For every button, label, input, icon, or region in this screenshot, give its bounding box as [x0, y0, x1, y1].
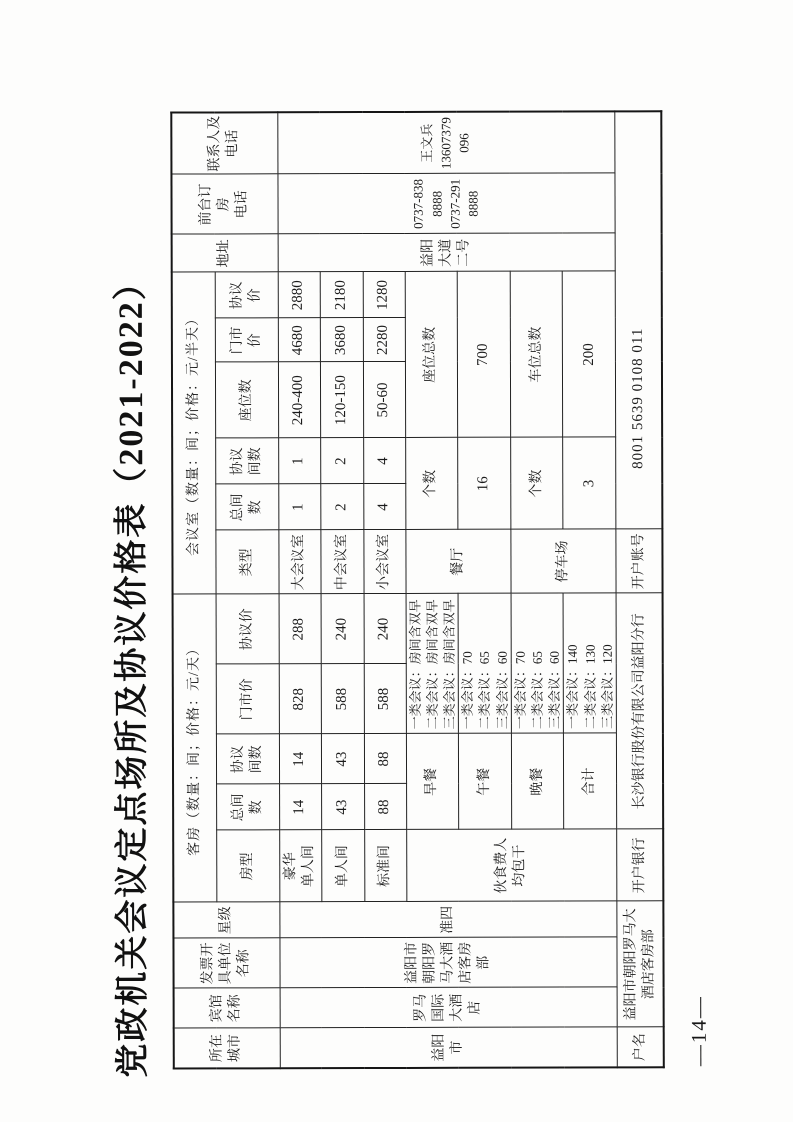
cell-room-agreement-1: 14: [279, 734, 321, 784]
header-guest-agreement-price: 协议价: [216, 594, 279, 664]
table-footer-row: [615, 111, 665, 1067]
cell-parking-type: 停车场: [511, 529, 616, 593]
cell-star-rating: 准四: [279, 901, 616, 938]
cell-room-agreement-price-3: 240: [364, 594, 406, 664]
cell-meal-note: 伙食费人 均包干: [406, 829, 617, 902]
cell-meeting-type-3: 小会议室: [363, 530, 405, 594]
cell-meeting-agreement-price-1: 2880: [278, 272, 320, 318]
cell-meeting-total-2: 2: [320, 484, 363, 530]
cell-room-list-price-2: 588: [321, 664, 364, 734]
header-front-desk-phone: 前台订房 电话: [171, 174, 277, 234]
cell-account-number-label: 开户账号: [616, 529, 663, 593]
cell-restaurant-count-label: 个数: [405, 438, 458, 530]
cell-parking-count-label: 个数: [511, 438, 564, 530]
cell-parking-capacity-label: 车位总数: [510, 272, 563, 438]
cell-meeting-list-price-2: 3680: [320, 318, 363, 362]
cell-room-type-1: 豪华 单人间: [279, 830, 321, 902]
header-group-row: [171, 112, 217, 1068]
cell-parking-count: 3: [563, 437, 616, 529]
cell-meal-prices-total: 一类会议：140 二类会议：130 三类会议：120: [563, 593, 616, 733]
header-guest-total-rooms: 总间数: [216, 784, 279, 830]
cell-meeting-type-1: 大会议室: [278, 530, 320, 594]
cell-room-agreement-price-1: 288: [279, 594, 321, 664]
cell-address: 益阳大道二号: [278, 233, 616, 272]
cell-meeting-seats-3: 50-60: [363, 362, 405, 438]
header-contact-phone: 联系人及 电话: [171, 112, 277, 174]
cell-meeting-total-1: 1: [278, 484, 320, 530]
cell-meeting-agreement-1: 1: [278, 438, 320, 484]
cell-room-total-2: 43: [321, 784, 364, 830]
cell-account-name: 益阳市朝阳罗马大酒店客房部: [617, 901, 664, 1027]
cell-meeting-agreement-2: 2: [320, 438, 363, 484]
cell-account-number: 8001 5639 0108 011: [615, 111, 663, 529]
cell-room-type-3: 标准间: [364, 830, 406, 902]
venue-price-table: [170, 110, 665, 1069]
cell-room-agreement-price-2: 240: [321, 594, 364, 664]
header-room-type: 房型: [216, 830, 279, 902]
cell-meeting-agreement-price-2: 2180: [320, 272, 363, 318]
cell-meal-label-total: 合计: [564, 733, 617, 829]
header-invoice-unit: 发票开 具单位 名称: [173, 938, 279, 988]
cell-parking-capacity: 200: [563, 271, 616, 437]
cell-meeting-list-price-1: 4680: [278, 318, 320, 362]
cell-room-total-3: 88: [364, 784, 406, 830]
document-title: 党政机关会议定点场所及协议价格表（2021-2022）: [112, 264, 152, 1078]
header-meeting-agreement-price: 协议价: [215, 272, 278, 318]
header-address: 地址: [172, 234, 278, 272]
header-guest-list-price: 门市价: [216, 664, 279, 734]
cell-room-agreement-3: 88: [364, 734, 406, 784]
header-hotel-name: 宾馆 名称: [174, 988, 280, 1028]
header-star-rating: 星级: [173, 902, 279, 938]
cell-meal-label-breakfast: 早餐: [406, 734, 459, 830]
header-guest-agreement-rooms: 协议 间数: [216, 734, 279, 784]
cell-meeting-agreement-3: 4: [363, 438, 405, 484]
cell-room-type-2: 单人间: [321, 830, 364, 902]
header-guestroom-group: 客房（数量：间；价格：元/天）: [173, 594, 217, 902]
header-meeting-agreement: 协议 间数: [215, 438, 278, 484]
cell-bank-label: 开户银行: [617, 829, 664, 901]
cell-meal-prices-dinner: 一类会议：70 二类会议：65 三类会议：60: [511, 594, 564, 734]
cell-account-name-label: 户名: [617, 1027, 664, 1067]
cell-meal-prices-lunch: 一类会议：70 二类会议：65 三类会议：60: [458, 594, 511, 734]
cell-meeting-seats-1: 240-400: [278, 362, 320, 438]
cell-meal-prices-breakfast: 一类会议：房间含双早 二类会议：房间含双早 三类会议：房间含双早: [406, 594, 459, 734]
table-row: [277, 112, 322, 1068]
cell-contact-phone: 王文兵 13607379 096: [277, 111, 615, 174]
cell-meal-label-lunch: 午餐: [458, 734, 511, 830]
cell-room-agreement-2: 43: [321, 734, 364, 784]
cell-hotel-name: 罗马国际大酒店: [280, 987, 618, 1028]
cell-restaurant-count: 16: [458, 438, 511, 530]
header-meeting-list-price: 门市价: [215, 318, 278, 362]
cell-meeting-total-3: 4: [363, 484, 405, 530]
cell-room-list-price-3: 588: [364, 664, 406, 734]
cell-invoice-unit: 益阳市朝阳罗马大酒店客房部: [279, 937, 617, 988]
cell-restaurant-capacity-label: 座位总数: [405, 272, 458, 438]
cell-meal-label-dinner: 晚餐: [511, 734, 564, 830]
cell-restaurant-type: 餐厅: [405, 530, 511, 594]
header-meeting-type: 类型: [215, 530, 278, 594]
cell-meeting-type-2: 中会议室: [320, 530, 363, 594]
header-meeting-group: 会议室（数量：间；价格：元/半天）: [172, 272, 216, 594]
cell-restaurant-capacity: 700: [457, 272, 510, 438]
header-meeting-total: 总间数: [215, 484, 278, 530]
cell-meeting-agreement-price-3: 1280: [363, 272, 405, 318]
cell-meeting-list-price-3: 2280: [363, 318, 405, 362]
cell-city: 益阳市: [280, 1027, 618, 1068]
page-number: —14—: [686, 995, 711, 1067]
cell-front-desk-phone: 0737-838 8888 0737-291 8888: [277, 173, 615, 234]
header-seats: 座位数: [215, 362, 278, 438]
cell-room-list-price-1: 828: [279, 664, 321, 734]
cell-bank-name: 长沙银行股份有限公司益阳分行: [616, 593, 664, 829]
cell-meeting-seats-2: 120-150: [320, 362, 363, 438]
cell-room-total-1: 14: [279, 784, 321, 830]
header-city: 所在 城市: [174, 1028, 280, 1068]
